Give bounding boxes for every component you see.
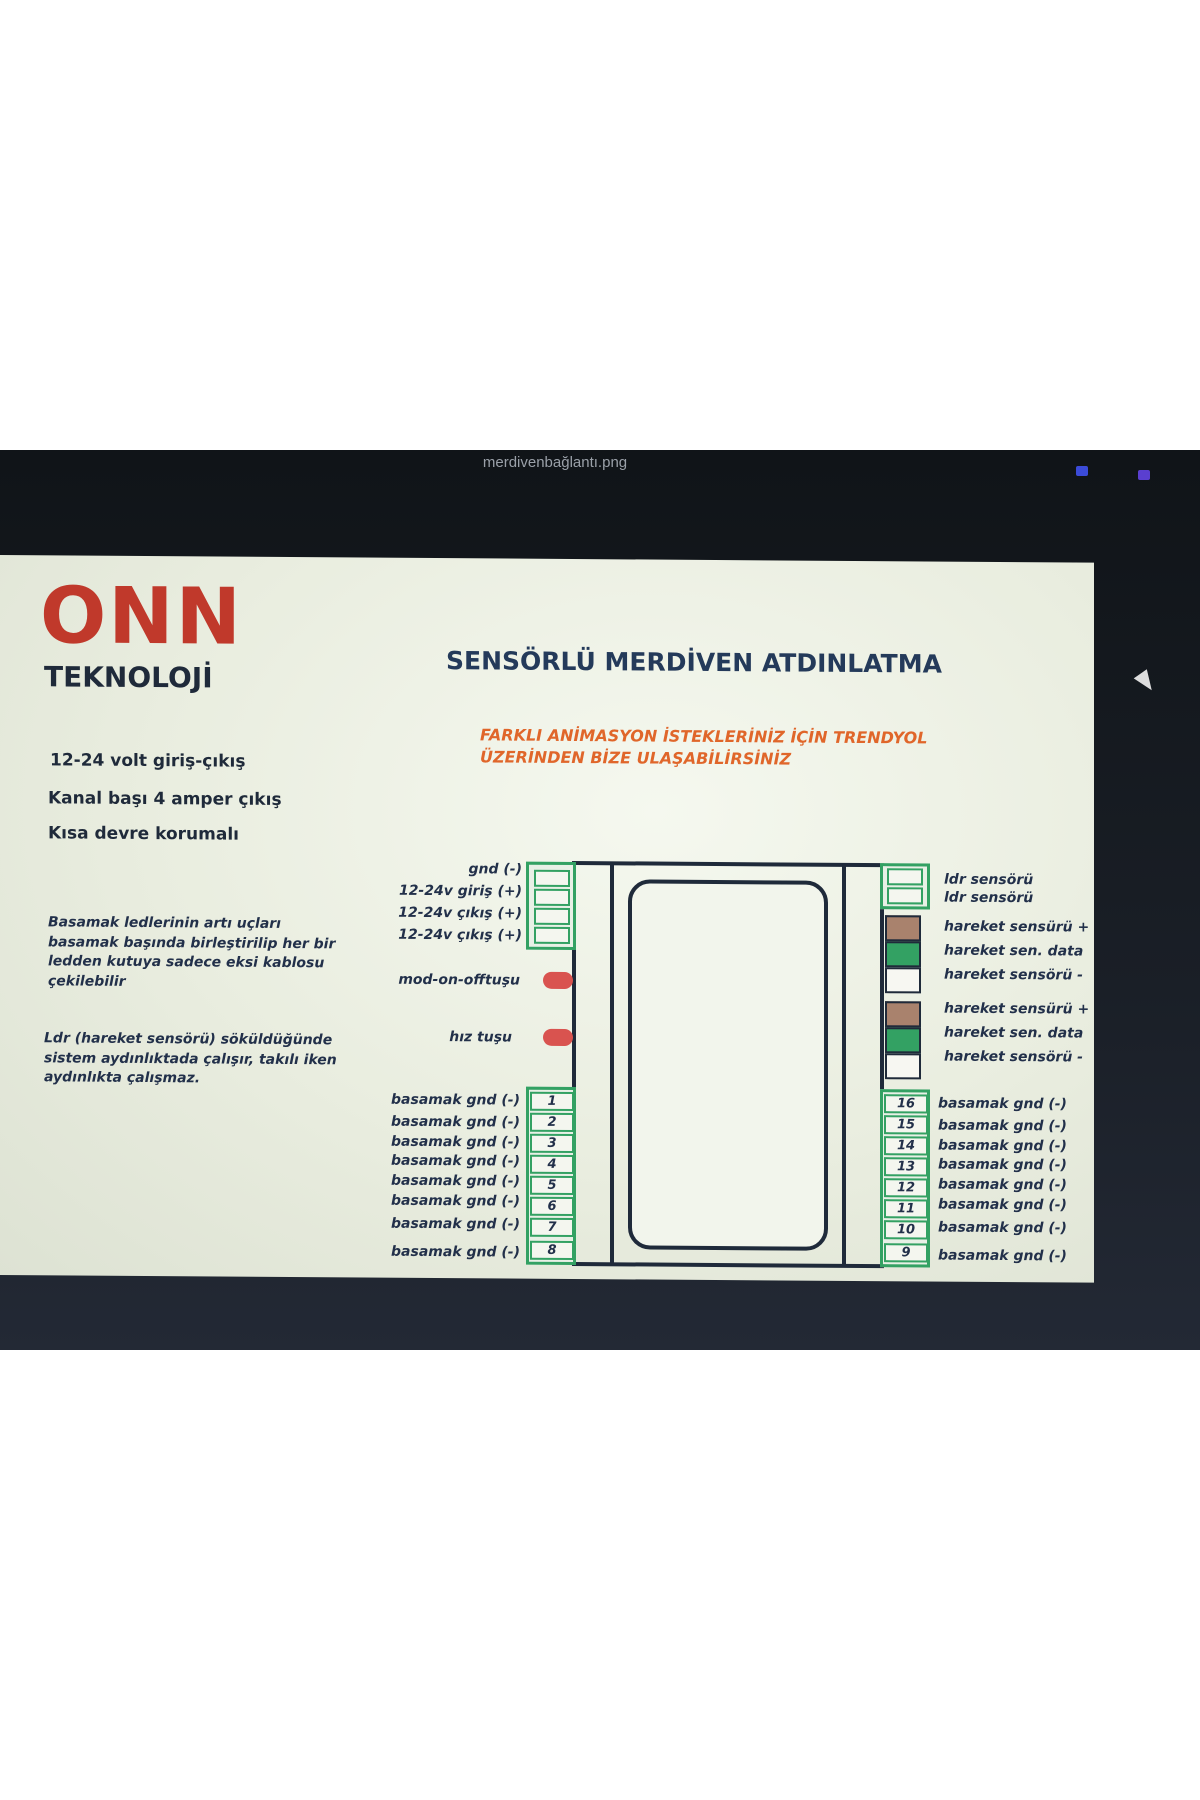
right-label-sensor1-data: hareket sen. data — [944, 942, 1084, 960]
mode-button[interactable] — [543, 972, 573, 989]
promo-line-1: FARKLI ANİMASYON İSTEKLERİNİZ İÇİN TRENDYOL — [480, 725, 928, 748]
mode-button-label: mod-on-offtuşu — [398, 971, 520, 989]
step-pin-15[interactable]: 15 — [884, 1115, 928, 1134]
left-step-label-3: basamak gnd (-) — [391, 1133, 520, 1151]
sensor1-minus-pin[interactable] — [885, 967, 921, 993]
right-label-sensor1-plus: hareket sensürü + — [944, 918, 1090, 936]
step-pin-9[interactable]: 9 — [884, 1243, 928, 1262]
note-led-wiring: Basamak ledlerinin artı uçları basamak başında birleştirilip her bir ledden kutuya sadece eksi kablosu çekilebilir — [48, 914, 336, 990]
power-pin-gnd[interactable] — [534, 870, 570, 887]
right-step-label-9: basamak gnd (-) — [938, 1247, 1067, 1265]
step-pin-2[interactable]: 2 — [530, 1113, 574, 1132]
sensor2-data-pin[interactable] — [885, 1027, 921, 1053]
speed-button[interactable] — [543, 1029, 573, 1046]
left-step-label-7: basamak gnd (-) — [391, 1215, 520, 1233]
ldr-pin-2[interactable] — [887, 887, 923, 904]
power-pin-output-1[interactable] — [534, 908, 570, 925]
right-label-sensor1-minus: hareket sensörü - — [944, 966, 1083, 984]
power-pin-input[interactable] — [534, 889, 570, 906]
sensor2-plus-pin[interactable] — [885, 1001, 921, 1027]
edit-icon[interactable] — [1076, 466, 1088, 476]
right-step-label-12: basamak gnd (-) — [938, 1176, 1067, 1194]
controller-right-rail — [842, 865, 846, 1266]
right-step-label-13: basamak gnd (-) — [938, 1156, 1067, 1174]
controller-left-rail — [610, 863, 614, 1264]
step-pin-4[interactable]: 4 — [530, 1155, 574, 1174]
step-pin-16[interactable]: 16 — [884, 1094, 928, 1113]
step-pin-7[interactable]: 7 — [530, 1218, 574, 1237]
feature-current: Kanal başı 4 amper çıkış — [48, 788, 282, 810]
power-label-input: 12-24v giriş (+) — [398, 882, 522, 900]
left-step-label-8: basamak gnd (-) — [391, 1243, 520, 1261]
controller-center-panel — [628, 879, 828, 1250]
right-step-label-10: basamak gnd (-) — [938, 1219, 1067, 1237]
right-step-label-14: basamak gnd (-) — [938, 1137, 1067, 1155]
promo-line-2: ÜZERİNDEN BİZE ULAŞABİLİRSİNİZ — [480, 747, 792, 769]
step-pin-10[interactable]: 10 — [884, 1220, 928, 1239]
viewer-filename: merdivenbağlantı.png — [482, 454, 628, 471]
sensor2-minus-pin[interactable] — [885, 1053, 921, 1079]
power-label-output-2: 12-24v çıkış (+) — [398, 926, 522, 944]
step-pin-12[interactable]: 12 — [884, 1178, 928, 1197]
step-pin-11[interactable]: 11 — [884, 1199, 928, 1218]
step-pin-13[interactable]: 13 — [884, 1157, 928, 1176]
power-label-output-1: 12-24v çıkış (+) — [398, 904, 522, 922]
step-pin-1[interactable]: 1 — [530, 1092, 574, 1111]
right-step-label-15: basamak gnd (-) — [938, 1117, 1067, 1135]
right-label-ldr-1: ldr sensörü — [944, 871, 1034, 889]
wiring-diagram-sheet — [0, 555, 1094, 1283]
right-label-sensor2-minus: hareket sensörü - — [944, 1048, 1083, 1066]
power-pin-output-2[interactable] — [534, 927, 570, 944]
left-step-label-1: basamak gnd (-) — [391, 1091, 520, 1109]
ldr-pin-1[interactable] — [887, 868, 923, 885]
share-icon[interactable] — [1138, 470, 1150, 480]
page-title: SENSÖRLÜ MERDİVEN ATDINLATMA — [446, 646, 942, 679]
left-step-label-4: basamak gnd (-) — [391, 1152, 520, 1170]
feature-protection: Kısa devre korumalı — [48, 823, 239, 845]
left-step-label-5: basamak gnd (-) — [391, 1172, 520, 1190]
note-ldr: Ldr (hareket sensörü) söküldüğünde sistem aydınlıktada çalışır, takılı iken aydınlıkta çalışmaz. — [44, 1030, 337, 1087]
step-pin-5[interactable]: 5 — [530, 1176, 574, 1195]
left-step-label-2: basamak gnd (-) — [391, 1113, 520, 1131]
logo-subtitle: TEKNOLOJİ — [44, 660, 213, 695]
left-step-label-6: basamak gnd (-) — [391, 1192, 520, 1210]
step-pin-8[interactable]: 8 — [530, 1241, 574, 1260]
right-label-ldr-2: ldr sensörü — [944, 889, 1034, 907]
right-label-sensor2-data: hareket sen. data — [944, 1024, 1084, 1042]
power-label-gnd: gnd (-) — [468, 861, 522, 878]
right-label-sensor2-plus: hareket sensürü + — [944, 1000, 1090, 1018]
right-step-label-11: basamak gnd (-) — [938, 1196, 1067, 1214]
sensor1-plus-pin[interactable] — [885, 915, 921, 941]
step-pin-6[interactable]: 6 — [530, 1197, 574, 1216]
feature-voltage: 12-24 volt giriş-çıkış — [50, 750, 246, 772]
step-pin-3[interactable]: 3 — [530, 1134, 574, 1153]
logo-brand: ONN — [40, 571, 243, 663]
right-step-label-16: basamak gnd (-) — [938, 1095, 1067, 1113]
speed-button-label: hız tuşu — [449, 1029, 512, 1046]
sensor1-data-pin[interactable] — [885, 941, 921, 967]
step-pin-14[interactable]: 14 — [884, 1136, 928, 1155]
